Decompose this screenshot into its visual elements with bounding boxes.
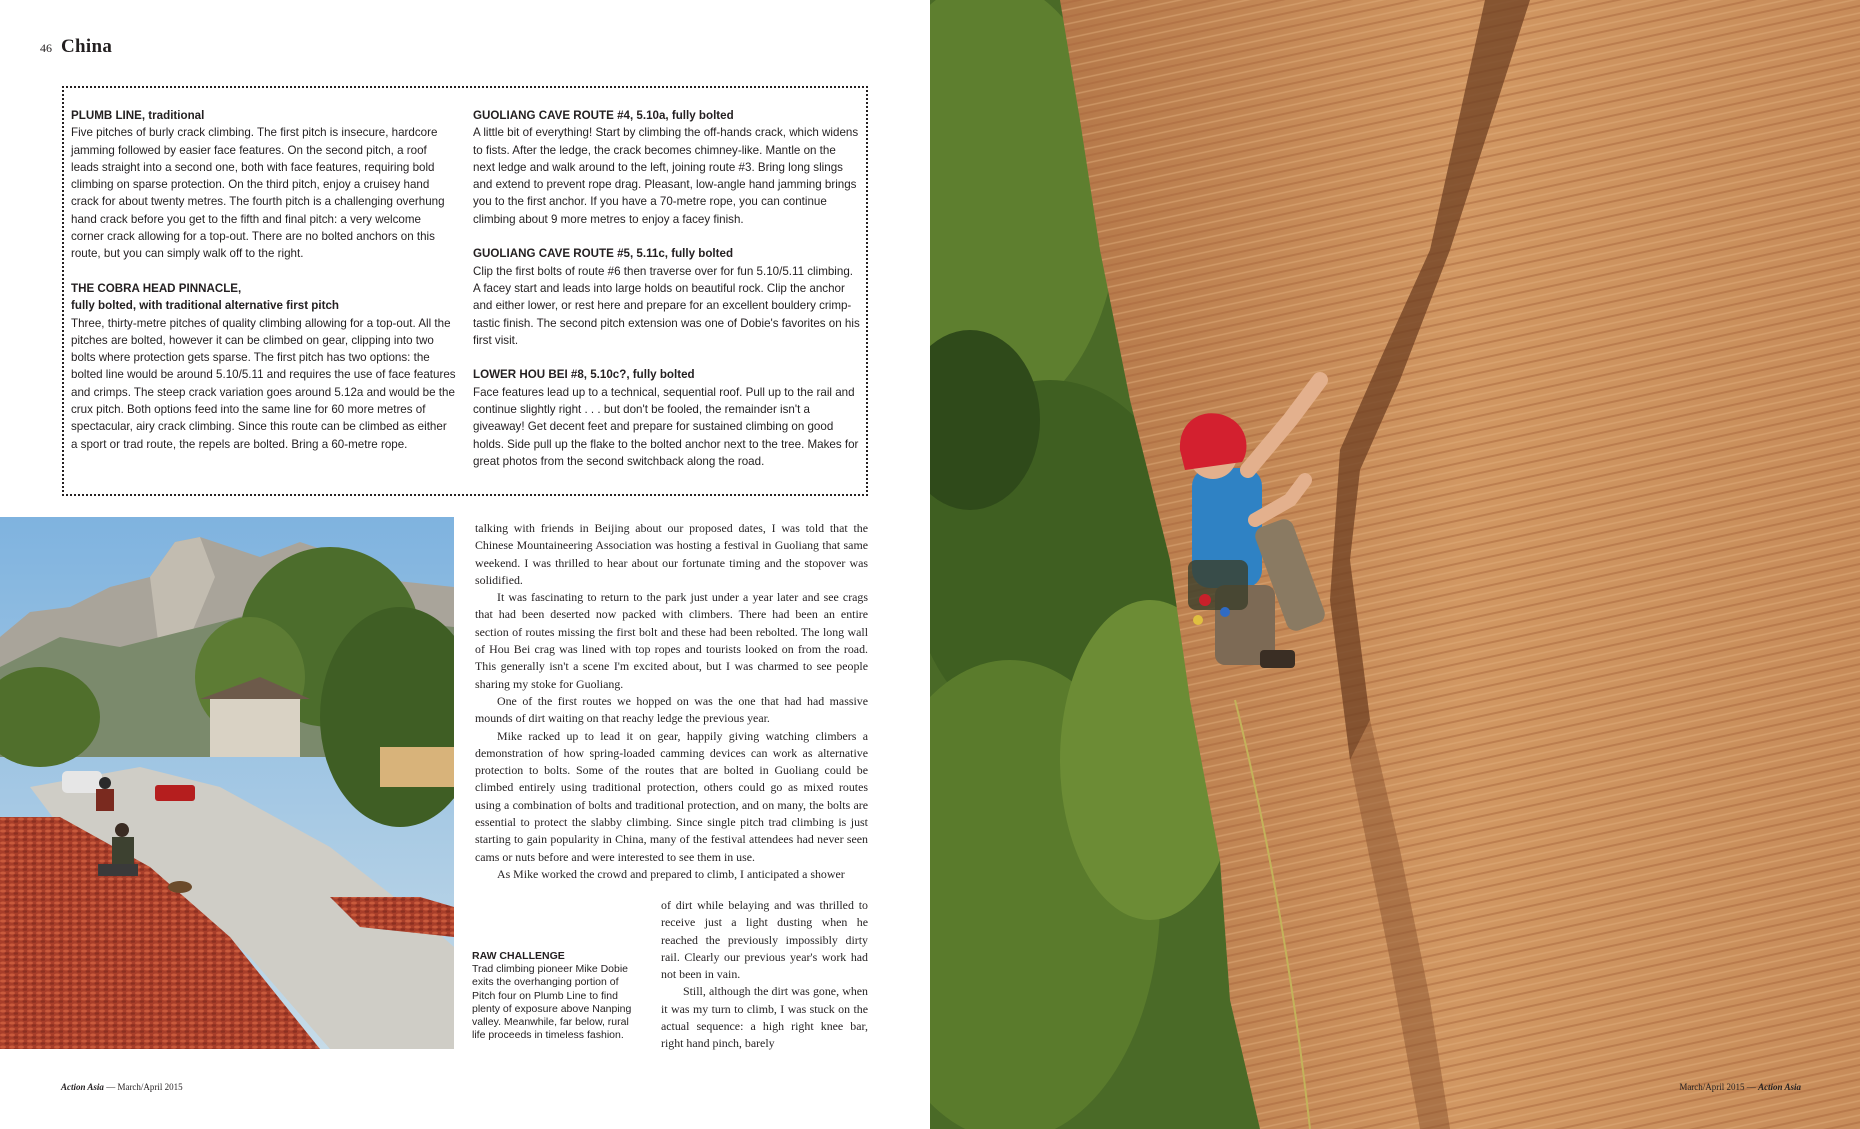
route-title: LOWER HOU BEI #8, 5.10c?, fully bolted: [473, 368, 695, 382]
route-description: Five pitches of burly crack climbing. The first pitch is insecure, hardcore jamming followed by easier face features. On the second pitch, a roof leads straight into a second one, both with face features, requiring bold climbing on sparse protection. On the third pitch, enjoy a cruisey hand crack for about twenty metres. The fourth pitch is a challenging overhung hand crack before you get to the fifth and final pitch: a very welcome corner crack allowing for a top-out. There are no bolted anchors on this route, but you can simply walk off to the right.: [71, 126, 445, 261]
left-footer: [61, 1082, 183, 1092]
route-description: Face features lead up to a technical, sequential roof. Pull up to the rail and continue slightly right . . . but don't be fooled, the remainder isn't a giveaway! Get decent feet and prepare for sustained climbing on good holds. Side pull up the flake to the bolted anchor next to the tree. Makes for great photos from the second switchback along the road.: [473, 385, 859, 468]
route-description: Clip the first bolts of route #6 then traverse over for fun 5.10/5.11 climbing. A facey start and leads into large holds on beautiful rock. Clip the anchor and either lower, or rest here and prepare for an excellent bouldery crimp-tastic finish. The second pitch extension was one of Dobie's favorites on his first visit.: [473, 264, 860, 347]
route-title: PLUMB LINE, traditional: [71, 109, 205, 122]
climber-photo: [930, 0, 1860, 1129]
footer-brand: Action Asia: [61, 1082, 104, 1092]
article-paragraph: Mike racked up to lead it on gear, happily giving watching climbers a demonstration of how spring-loaded camming devices can work as alternative protection to bolts. Some of the routes that are bolted in Guoliang could be climbed entirely using traditional protection, others could go as mixed routes using a combination of bolts and traditional protection, and on many, the bolts are essential to protect the slabby climbing. Since single pitch trad climbing is just starting to gain popularity in China, many of the festival attendees had never seen cams or nuts before and were interested to see them in use.: [475, 728, 868, 864]
route-title: GUOLIANG CAVE ROUTE #4, 5.10a, fully bolted: [473, 109, 734, 122]
article-paragraph: Still, although the dirt was gone, when it was my turn to climb, I was stuck on the actual sequence: a high right knee bar, right hand pinch, barely: [661, 984, 868, 1051]
article-body-continued: [661, 897, 868, 1053]
section-title: China: [61, 36, 113, 57]
article-paragraph: talking with friends in Beijing about our proposed dates, I was told that the Chinese Mountaineering Association was hosting a festival in Guoliang that same weekend. I was thrilled to hear about our fortunate timing and the stopover was solidified.: [475, 521, 868, 587]
route-description: A little bit of everything! Start by climbing the off-hands crack, which widens to fists. After the ledge, the crack becomes chimney-like. Mantle on the next ledge and walk around to the left, joining route #3. Bring long slings and extend to prevent rope drag. Pleasant, low-angle hand jamming brings you to the first anchor. If you have a 70-metre rope, you can continue climbing about 9 more metres to enjoy a facey finish.: [473, 126, 859, 226]
footer-brand: Action Asia: [1758, 1082, 1801, 1092]
caption-text: Trad climbing pioneer Mike Dobie exits the overhanging portion of Pitch four on Plumb Line to find plenty of exposure above Nanping valley. Meanwhile, far below, rural life proceeds in timeless fashion.: [472, 963, 632, 1042]
route-column-left: [71, 107, 456, 453]
footer-issue: March/April 2015 —: [1679, 1082, 1759, 1092]
article-paragraph: It was fascinating to return to the park just under a year later and see crags that had been deserted now packed with climbers. There had been an entire section of routes missing the first bolt and these had been rebolted. The long wall of Hou Bei crag was lined with top ropes and tourists looked on from the road. This generally isn't a scene I'm excited about, but I was charmed to see people sharing my stoke for Guoliang.: [475, 590, 868, 691]
route-title: THE COBRA HEAD PINNACLE,: [71, 281, 242, 295]
route-title: GUOLIANG CAVE ROUTE #5, 5.11c, fully bolted: [473, 247, 734, 261]
article-body: [475, 520, 868, 883]
article-paragraph: One of the first routes we hopped on was the one that had had massive mounds of dirt waiting on that reachy ledge the previous year.: [475, 693, 868, 726]
photo-caption: [472, 950, 642, 1042]
route-column-right: [473, 107, 860, 470]
footer-issue: — March/April 2015: [103, 1082, 183, 1092]
article-paragraph: of dirt while belaying and was thrilled to receive just a light dusting when he reached the previously impossibly dirty rail. Clearly our previous year's work had not been in vain.: [661, 898, 868, 982]
left-page-number: 46: [40, 41, 52, 55]
route-subtitle: fully bolted, with traditional alternative first pitch: [71, 299, 339, 313]
route-description: Three, thirty-metre pitches of quality climbing allowing for a top-out. All the pitches are bolted, however it can be climbed on gear, clipping into two bolts where protection gets sparse. The first pitch has two options: the bolted line would be around 5.10/5.11 and requires the use of face features and crimps. The steep crack variation goes around 5.12a and would be the crux pitch. Both options feed into the same line for 60 more metres of spectacular, airy crack climbing. Since this route can be climbed as either a sport or trad route, the repels are bolted. Bring a 60-metre rope.: [71, 316, 456, 451]
right-footer: [1679, 1082, 1801, 1092]
article-paragraph: As Mike worked the crowd and prepared to climb, I anticipated a shower: [497, 866, 845, 881]
caption-title: RAW CHALLENGE: [472, 950, 565, 962]
village-road-photo: [0, 517, 454, 1049]
